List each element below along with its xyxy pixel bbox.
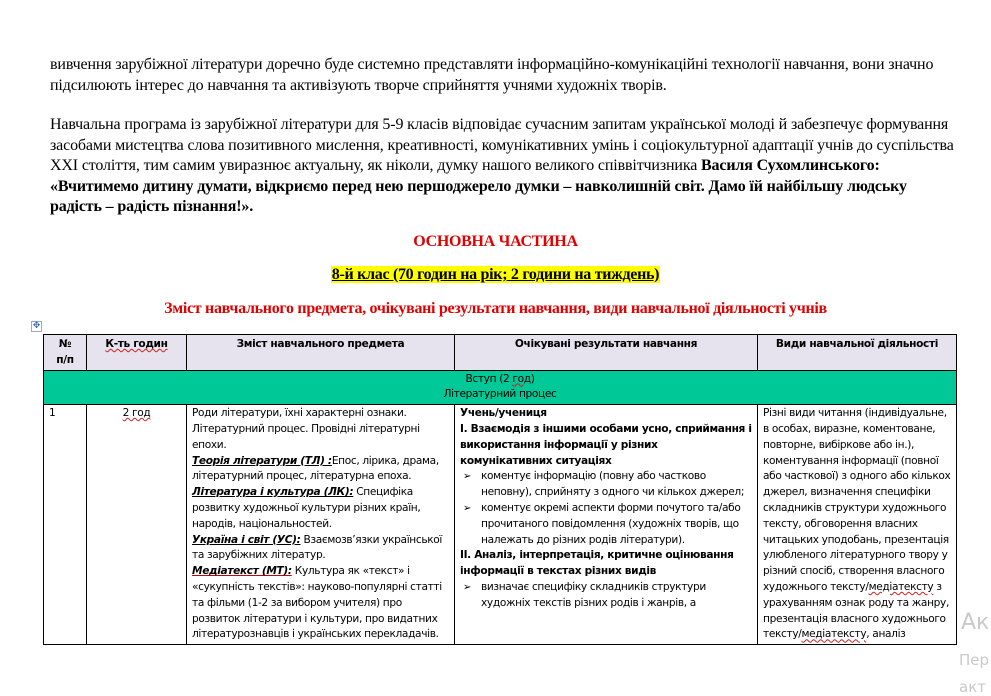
content-intro: Роди літератури, їхні характерні ознаки. Літературний процес. Провідні літературні епохи.: [192, 407, 420, 451]
subject-content-heading: Зміст навчального предмета, очікувані результати навчання, види навчальної діяльності учнів: [164, 300, 827, 317]
section-subtitle: Літературний процес: [443, 388, 557, 401]
results-list-2: [460, 580, 752, 612]
row-hours: [87, 405, 187, 645]
section-cell: [44, 370, 957, 405]
intro-paragraph-2-text: Навчальна програма із зарубіжної літератури для 5-9 класів відповідає сучасним запитам української молоді й забезпечує формування засобами мистецтва слова позитивного мислення, креативності, комунікативних умінь і соціокультурної адаптації учнів до суспільства ХХІ століття, тим самим увиразнює актуальну, як ніколи, думку нашого великого співвітчизника: [50, 116, 954, 174]
activities-text-2: з урахуванням ознак роду та жанру, презентація власного художнього тексту/: [763, 580, 949, 641]
main-part-heading: ОСНОВНА ЧАСТИНА: [413, 233, 578, 250]
header-content: Зміст навчального предмета: [187, 335, 455, 371]
header-activities: Види навчальної діяльності: [758, 335, 957, 371]
header-hours-label: К-ть годин: [105, 338, 168, 350]
mt-text: Культура як «текст» і «сукупність текстів»: науково-популярні статті та фільми (1-2 за вибором учителя) про розвиток літератури і культури, про видатних літературознавців і українських перекладачів.: [192, 565, 442, 641]
header-hours: [87, 335, 187, 371]
activities-text-3: , аналіз: [866, 628, 906, 641]
row-results: [455, 405, 758, 645]
row-number: 1: [44, 405, 87, 645]
list-item: ➢ визначає специфіку складників структури художніх текстів різних родів і жанрів, а: [460, 580, 752, 612]
table-header-row: [44, 335, 957, 371]
intro-paragraph-2: [50, 115, 955, 218]
section-row: [44, 370, 957, 405]
row-activities: [758, 405, 957, 645]
results-list-1: [460, 469, 752, 548]
list-item: ➢ коментує окремі аспекти форми почутого та/або прочитаного повідомлення (художніх творів, що належать до різних родів літератури).: [460, 501, 752, 548]
activation-watermark-line3: акт: [959, 678, 986, 696]
row-content: [187, 405, 455, 645]
us-label: Україна і світ (УС):: [192, 533, 301, 546]
lk-label: Література і культура (ЛК):: [192, 486, 354, 499]
results-section-1: І. Взаємодія з іншими особами усно, сприймання і використання інформації у різних комунікативних ситуаціях: [460, 422, 752, 467]
activities-text-1: Різні види читання (індивідуальне, в особах, виразне, коментоване, повторне, вибіркове або ін.), коментування інформації (повної або часткової) з одного або кількох джерел, визначення специфіки складників структури художнього тексту, обговорення власних читацьких уподобань, презентація улюбленого літературного твору у різний спосіб, створення власного художнього тексту/: [763, 407, 951, 593]
results-section-2: ІІ. Аналіз, інтерпретація, критичне оцінювання інформації в текстах різних видів: [460, 549, 734, 578]
header-number-line2: п/п: [56, 353, 74, 366]
row-hours-value: 2 год: [122, 407, 151, 420]
tl-text: Епос, лірика, драма, літературний процес, літературна епоха.: [192, 454, 439, 483]
section-title: Вступ (2 год): [465, 372, 535, 385]
tl-label: Теорія літератури (ТЛ) :: [192, 454, 332, 467]
mt-label: Медіатекст (МТ):: [192, 565, 292, 578]
results-learner: Учень/учениця: [460, 407, 547, 420]
activation-watermark-line2: Пер: [959, 651, 990, 669]
header-number: [44, 335, 87, 371]
activation-watermark-title: Ак: [961, 610, 990, 635]
list-item: ➢ коментує інформацію (повну або частково неповну), сприйняту з одного чи кількох джерел;: [460, 469, 752, 501]
activities-mediatext-2: медіатексту: [801, 628, 867, 641]
header-results: Очікувані результати навчання: [455, 335, 758, 371]
header-number-line1: №: [58, 338, 72, 350]
us-text: Взаємозв’язки української та зарубіжних літератур.: [192, 533, 443, 562]
sukhomlynsky-quote: Василя Сухомлинського: «Вчитимемо дитину думати, відкриємо перед нею першоджерело думки – навколишній світ. Дамо їй найбільшу людську радість – радість пізнання!».: [50, 157, 907, 215]
intro-paragraph-1: вивчення зарубіжної літератури доречно буде системно представляти інформаційно-комунікаційні технології навчання, вони значно підсилюють інтерес до навчання та активізують творче сприйняття учнями художніх творів.: [50, 56, 934, 94]
class-heading: [0, 266, 991, 284]
curriculum-table: [43, 334, 957, 645]
lk-text: Специфіка розвитку художньої культури різних країн, народів, національностей.: [192, 486, 421, 530]
table-row: [44, 405, 957, 645]
activities-mediatext-1: медіатексту: [868, 580, 934, 593]
class-heading-highlight: 8-й клас (70 годин на рік; 2 години на тиждень): [331, 266, 660, 283]
table-move-handle-icon[interactable]: ✥: [32, 321, 41, 331]
